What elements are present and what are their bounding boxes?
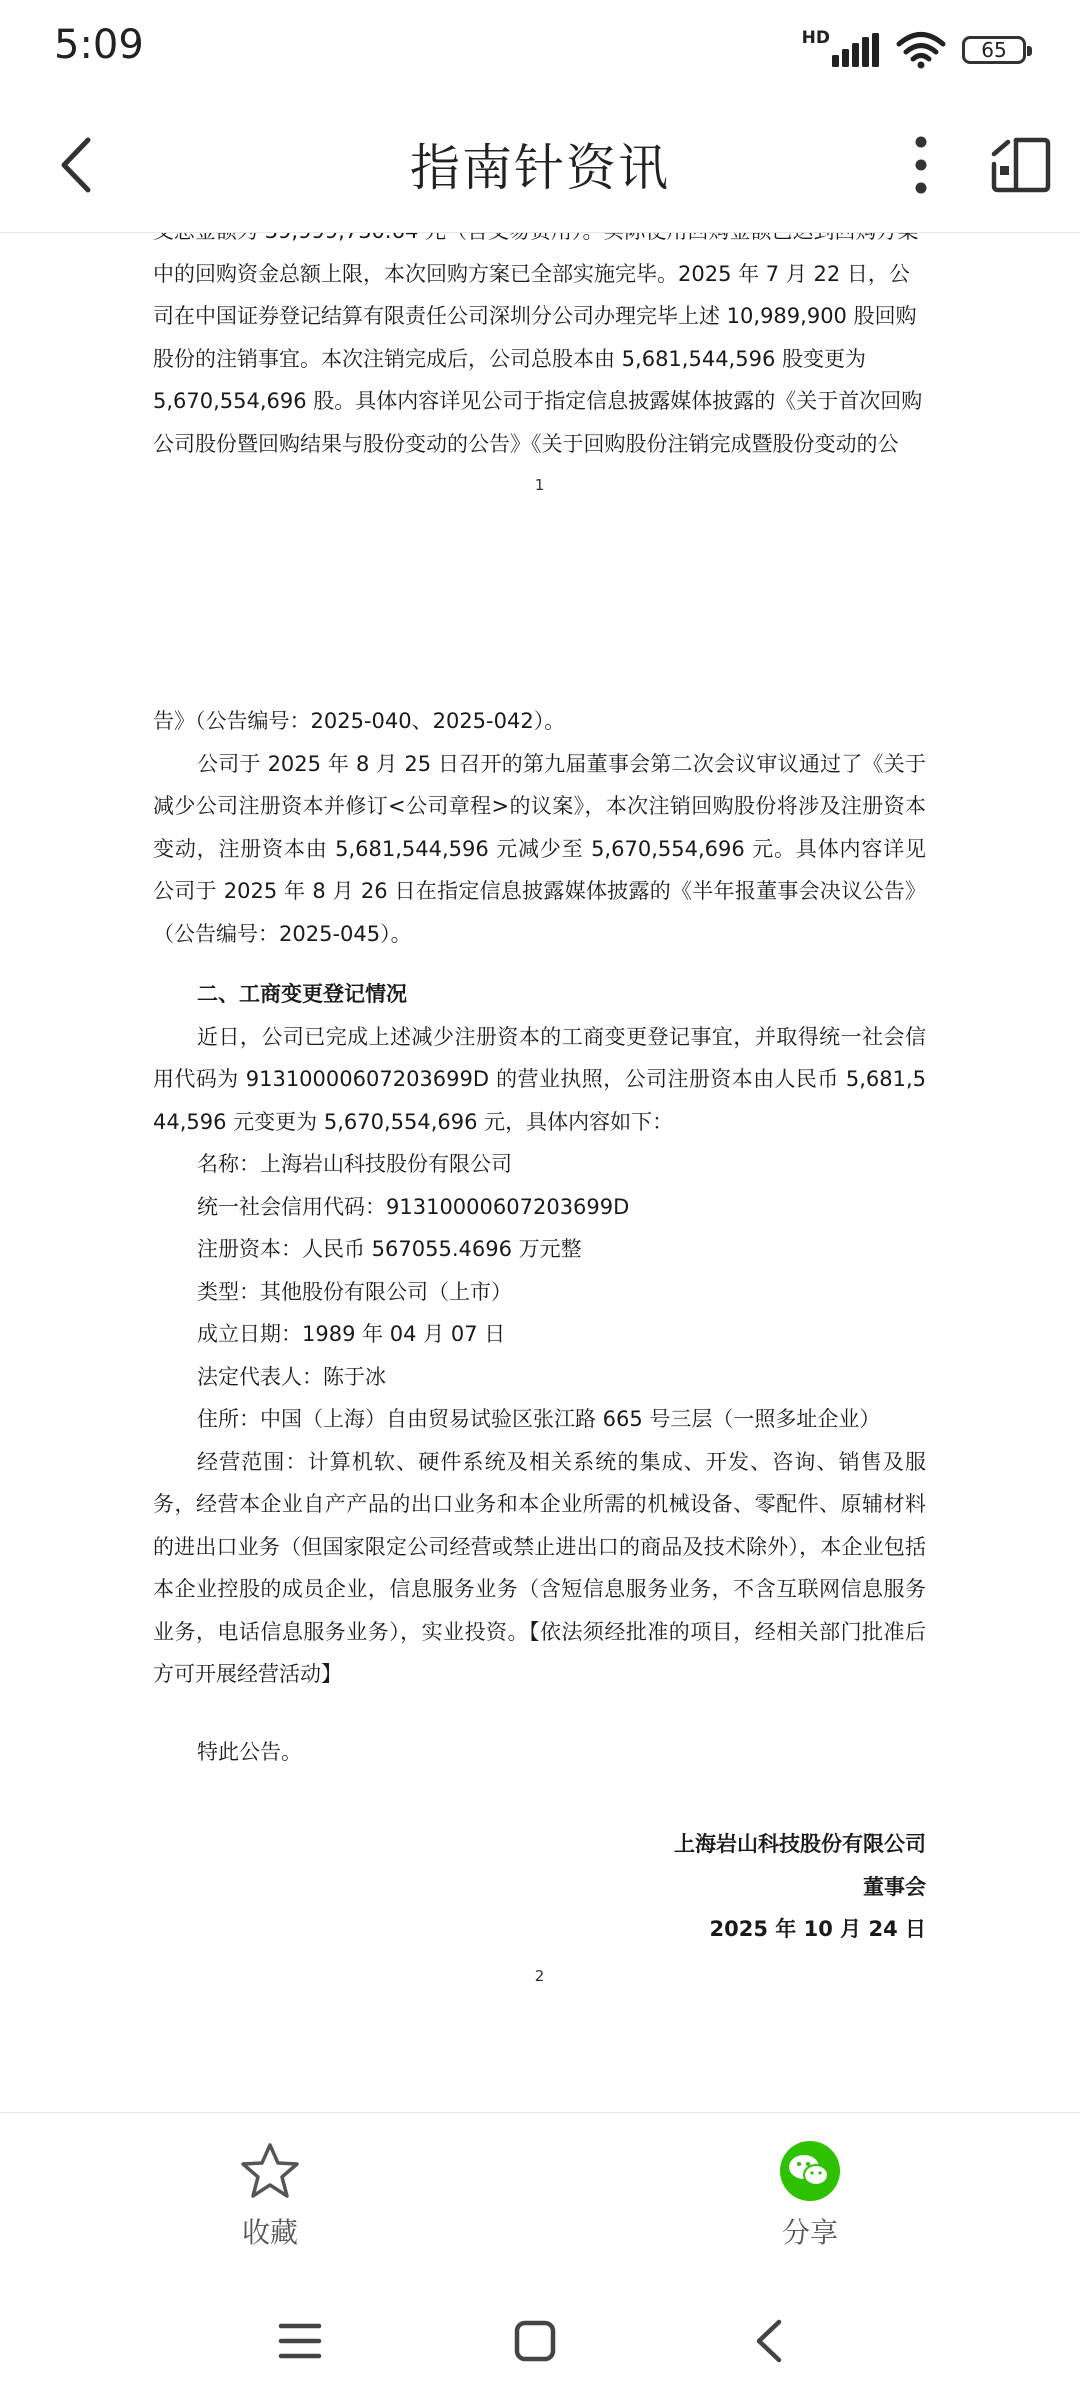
document-viewer[interactable]: [0, 232, 1080, 2112]
more-vertical-icon: [896, 130, 946, 200]
signature-board: 董事会: [863, 1874, 926, 1899]
company-field: 成立日期：1989 年 04 月 07 日: [197, 1322, 506, 1346]
page-title: 指南针资讯: [410, 139, 670, 197]
battery-level: 65: [981, 38, 1007, 62]
page-gap: [153, 500, 926, 700]
status-time: 5:09: [54, 22, 144, 68]
company-field: 住所：中国（上海）自由贸易试验区张江路 665 号三层（一照多址企业）: [197, 1407, 881, 1431]
company-field: 名称：上海岩山科技股份有限公司: [197, 1152, 512, 1176]
company-field: 法定代表人：陈于冰: [197, 1364, 386, 1389]
home-square-icon: [500, 2306, 570, 2376]
section-heading: 二、工商变更登记情况: [197, 982, 407, 1006]
page-number: 2: [534, 1966, 545, 1985]
business-scope: 经营范围：计算机软、硬件系统及相关系统的集成、开发、咨询、销售及服务，经营本企业自产产品的出口业务和本企业所需的机械设备、零配件、原辅材料的进出口业务（但国家限定公司经营或禁止进出口的商品及技术除外），本企业包括本企业控股的成员企业，信息服务业务（含短信息服务业务，不含互联网信息服务业务，电话信息服务业务），实业投资。【依法须经批准的项目，经相关部门批准后方可开展经营活动】: [153, 1449, 926, 1686]
page-1-tail: [153, 210, 926, 500]
status-icons: [802, 26, 1026, 74]
doc-paragraph: 公司于 2025 年 8 月 25 日召开的第九届董事会第二次会议审议通过了《关于减少公司注册资本并修订<公司章程>的议案》，本次注销回购股份将涉及注册资本变动，注册资本由 5,681,544,596 元减少至 5,670,554,696 元。具体内容详见公司于 2025 年 8 月 26 日在指定信息披露媒体披露的《半年报董事会决议公告》（公告编号：2025-045）。: [153, 751, 926, 946]
favorite-label: 收藏: [241, 2216, 298, 2249]
doc-line: 5,670,554,696 股。具体内容详见公司于指定信息披露媒体披露的《关于首次回购: [153, 389, 923, 413]
doc-line: 股份的注销事宜。本次注销完成后，公司总股本由 5,681,544,596 股变更为: [153, 346, 866, 371]
hd-label: HD: [801, 28, 830, 48]
layout-toggle-button[interactable]: [986, 130, 1056, 200]
doc-paragraph: 近日，公司已完成上述减少注册资本的工商变更登记事宜，并取得统一社会信用代码为 91310000607203699D 的营业执照，公司注册资本由人民币 5,681,544,596 元变更为 5,670,554,696 元，具体内容如下：: [153, 1024, 926, 1134]
favorite-button[interactable]: [190, 2141, 350, 2251]
layout-panel-icon: [986, 130, 1056, 200]
more-options-button[interactable]: [896, 130, 946, 200]
company-field: 统一社会信用代码：91310000607203699D: [197, 1194, 630, 1219]
back-triangle-icon: [735, 2306, 805, 2376]
menu-icon: [265, 2306, 335, 2376]
bottom-action-bar: [0, 2112, 1080, 2283]
wifi-icon: [896, 31, 946, 69]
signature-company: 上海岩山科技股份有限公司: [674, 1832, 926, 1856]
company-field: 类型：其他股份有限公司（上市）: [197, 1279, 512, 1304]
share-button[interactable]: [730, 2141, 890, 2251]
share-label: 分享: [781, 2216, 838, 2249]
document-content: [153, 210, 926, 1991]
doc-line: 中的回购资金总额上限，本次回购方案已全部实施完毕。2025 年 7 月 22 日，公: [153, 261, 910, 286]
doc-line: 司在中国证券登记结算有限责任公司深圳分公司办理完毕上述 10,989,900 股回购: [153, 304, 917, 328]
company-field: 注册资本：人民币 567055.4696 万元整: [197, 1237, 582, 1261]
battery-indicator: [962, 36, 1026, 64]
signature-date: 2025 年 10 月 24 日: [709, 1917, 926, 1941]
closing-text: 特此公告。: [197, 1739, 302, 1764]
doc-paragraph: 告》（公告编号：2025-040、2025-042）。: [153, 709, 566, 733]
app-header: [0, 100, 1080, 233]
page-number: 1: [534, 476, 545, 494]
signal-icon: [832, 33, 880, 67]
nav-home-button[interactable]: [500, 2306, 570, 2376]
system-nav-bar: [0, 2282, 1080, 2400]
nav-menu-button[interactable]: [265, 2306, 335, 2376]
doc-line: 公司股份暨回购结果与股份变动的公告》《关于回购股份注销完成暨股份变动的公: [153, 431, 899, 456]
nav-back-button[interactable]: [735, 2306, 805, 2376]
page-2: [153, 700, 926, 1991]
status-bar: [0, 0, 1080, 100]
star-icon: [238, 2141, 302, 2201]
wechat-icon: [778, 2141, 842, 2201]
